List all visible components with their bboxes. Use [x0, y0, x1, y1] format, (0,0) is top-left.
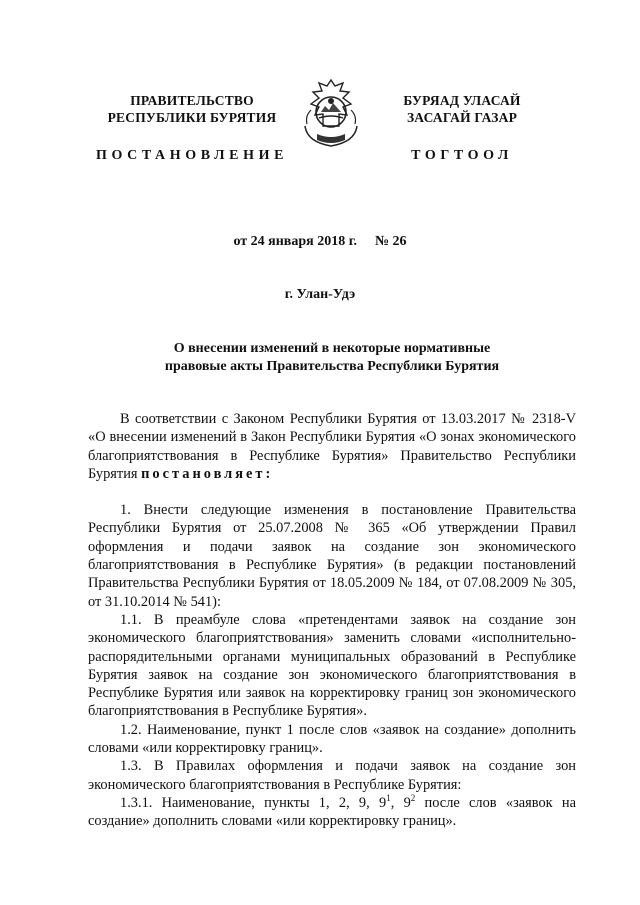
header-right-line1: БУРЯАД УЛАСАЙ [403, 93, 521, 108]
clause-1-2: 1.2. Наименование, пункт 1 после слов «заявок на создание» дополнить словами «или корректировку границ». [88, 721, 576, 757]
clause-1: 1. Внести следующие изменения в постановление Правительства Республики Бурятия от 25.07.2008 № 365 «Об утверждении Правил оформления и подачи заявок на создание зон экономического благоприятствования в Республике Бурятия» (в редакции постановлений Правительства Республики Бурятия от 18.05.2009 № 184, от 07.08.2009 № 305, от 31.10.2014 № 541): [88, 502, 576, 610]
decree-title-line1: О внесении изменений в некоторые нормативные [173, 341, 491, 356]
header-left-line2: РЕСПУБЛИКИ БУРЯТИЯ [107, 110, 277, 125]
decree-number: № 26 [374, 234, 407, 249]
superscript-2: 2 [410, 793, 416, 804]
decree-label-bur: ТОГТООЛ [411, 148, 513, 163]
government-header-bur [376, 92, 548, 164]
clause-1-3-1-part-a: 1.3.1. Наименование, пункты 1, 2, 9, 9 [120, 794, 387, 811]
header-left-line1: ПРАВИТЕЛЬСТВО [130, 93, 254, 108]
preamble-paragraph [88, 410, 576, 483]
coat-of-arms-icon [299, 74, 363, 154]
government-header-ru [92, 92, 292, 164]
decree-city: г. Улан-Удэ [284, 287, 356, 302]
clause-1-1: 1.1. В преамбуле слова «претендентами заявок на создание зон экономического благоприятствования» заменить словами «исполнительно-распорядительными органами муниципальных образований в Республике Бурятия заявок на создание зон экономического благоприятствования в Республике Бурятия или заявок на корректировку границ зон экономического благоприятствования в Республике Бурятия». [88, 611, 576, 720]
clause-1-3-1-part-c: после слов «заявок на создание» дополнить словами «или корректировку границ». [88, 794, 576, 830]
decree-body [88, 410, 576, 831]
clause-1-3-1 [88, 794, 576, 831]
decree-label-ru: ПОСТАНОВЛЕНИЕ [95, 148, 289, 163]
preamble-text: В соответствии с Законом Республики Бурятия от 13.03.2017 № 2318-V «О внесении изменений в Закон Республики Бурятия «О зонах экономического благоприятствования в Республике Бурятия» Правительство Республики Бурятия [88, 411, 576, 482]
decree-title [120, 340, 544, 376]
superscript-1: 1 [386, 793, 391, 804]
decree-date: от 24 января 2018 г. [233, 234, 357, 249]
decree-date-line [0, 234, 640, 250]
decree-title-line2: правовые акты Правительства Республики Бурятия [164, 359, 500, 374]
resolves-word: постановляет: [141, 465, 274, 482]
clause-1-3-1-part-b: , 9 [390, 794, 411, 811]
clause-1-3: 1.3. В Правилах оформления и подачи заявок на создание зон экономического благоприятствования в Республике Бурятия: [88, 758, 576, 793]
header-right-line2: ЗАСАГАЙ ГАЗАР [406, 110, 518, 125]
